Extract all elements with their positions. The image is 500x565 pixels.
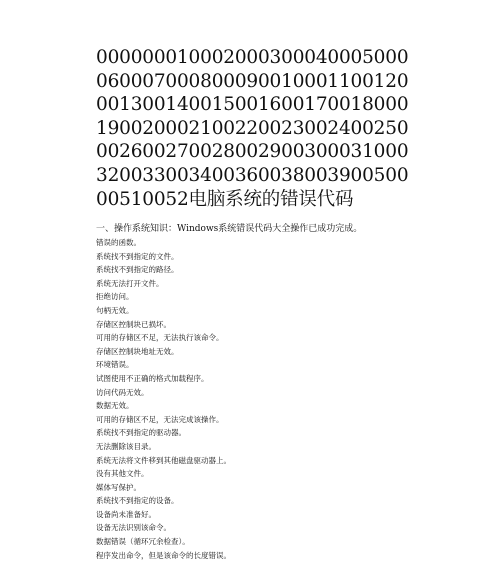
error-item: 可用的存储区不足，无法执行该命令。 (96, 333, 224, 343)
title-line: 190020002100220023002400250 (96, 117, 409, 139)
error-item: 系统无法打开文件。 (96, 278, 164, 288)
title-line: 00510052电脑系统的错误代码 (96, 188, 354, 210)
error-item: 数据错误（循环冗余检查）。 (96, 537, 190, 547)
error-item: 拒绝访问。 (96, 292, 134, 302)
error-item: 设备尚未准备好。 (96, 509, 156, 519)
error-item: 系统无法将文件移到其他磁盘驱动器上。 (96, 455, 231, 465)
document-body (96, 222, 486, 562)
section-heading: 一、操作系统知识：Windows系统错误代码大全操作已成功完成。 (96, 224, 363, 234)
error-item: 存储区控制块已损坏。 (96, 319, 171, 329)
title-line: 060007000800090010001100120 (96, 70, 409, 92)
error-item: 没有其他文件。 (96, 469, 149, 479)
document-title (96, 46, 486, 211)
error-item: 无法删除该目录。 (96, 441, 156, 451)
title-line: 001300140015001600170018000 (96, 94, 409, 116)
error-item: 数据无效。 (96, 401, 134, 411)
error-item: 环境错误。 (96, 360, 134, 370)
error-item: 媒体写保护。 (96, 482, 141, 492)
error-item: 试图使用不正确的格式加载程序。 (96, 373, 209, 383)
error-item: 可用的存储区不足，无法完成该操作。 (96, 414, 224, 424)
error-item: 访问代码无效。 (96, 387, 149, 397)
error-item: 设备无法识别该命令。 (96, 523, 171, 533)
title-line: 320033003400360038003900500 (96, 164, 409, 186)
error-item: 错误的函数。 (96, 238, 141, 247)
error-item: 系统找不到指定的路径。 (96, 265, 179, 275)
error-item: 系统找不到指定的设备。 (96, 496, 179, 506)
error-item: 句柄无效。 (96, 305, 134, 315)
error-item: 存储区控制块地址无效。 (96, 346, 179, 356)
error-item: 程序发出命令，但是该命令的长度错误。 (96, 550, 231, 560)
error-item: 系统找不到指定的文件。 (96, 251, 179, 261)
title-line: 000000010002000300040005000 (96, 47, 409, 68)
error-list (96, 236, 486, 562)
title-line: 002600270028002900300031000 (96, 141, 409, 163)
error-item: 系统找不到指定的驱动器。 (96, 428, 186, 438)
